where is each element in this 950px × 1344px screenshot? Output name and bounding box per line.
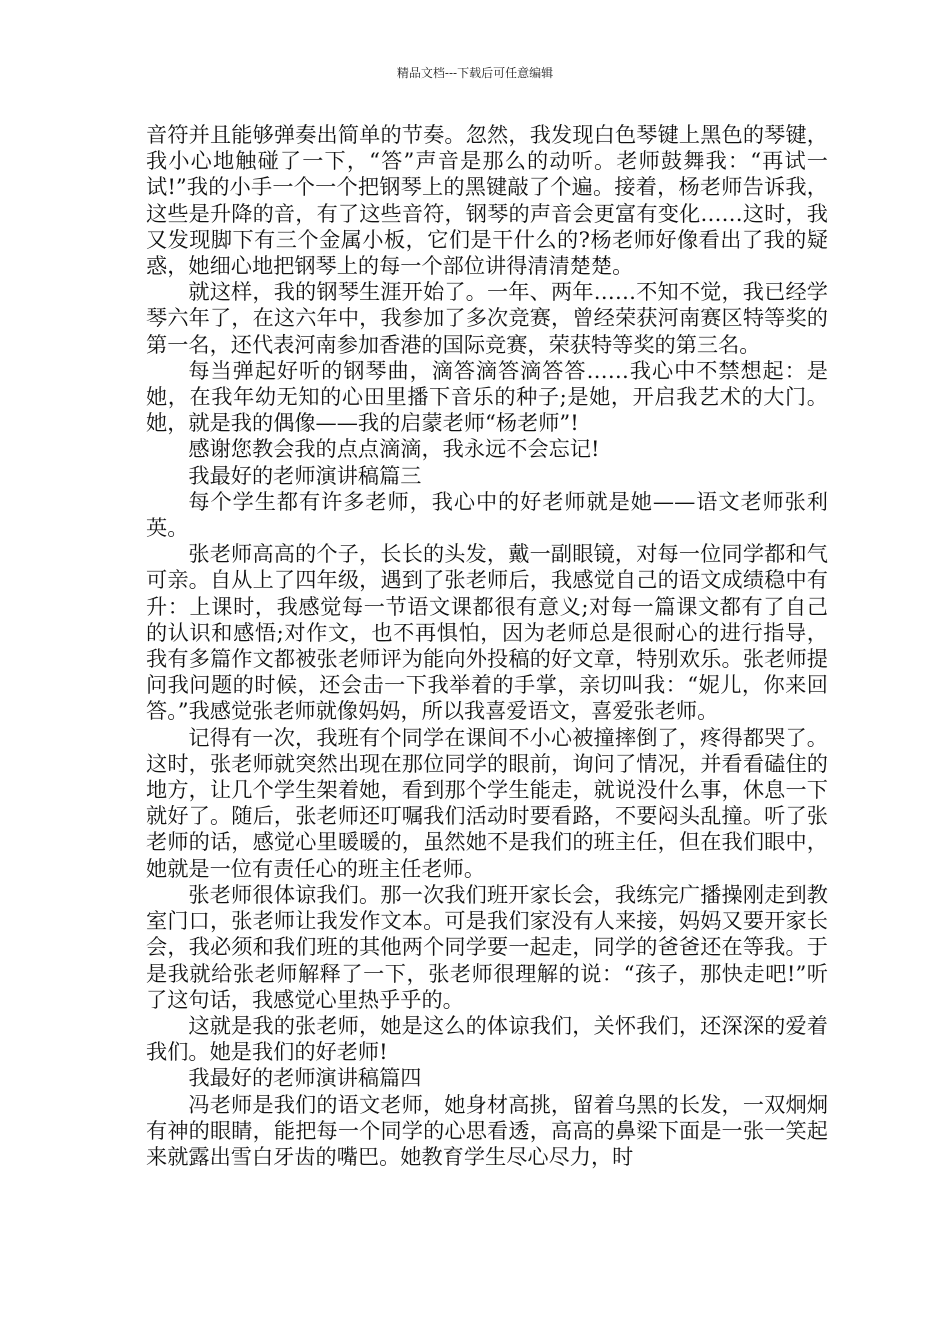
paragraph-9: 这就是我的张老师，她是这么的体谅我们，关怀我们，还深深的爱着我们。她是我们的好老师!: [146, 1012, 828, 1065]
paragraph-2: 就这样，我的钢琴生涯开始了。一年、两年……不知不觉，我已经学琴六年了，在这六年中，我参加了多次竞赛，曾经荣获河南赛区特等奖的第一名，还代表河南参加香港的国际竞赛，荣获特等奖的第三名。: [146, 279, 828, 357]
page-header: 精品文档---下载后可任意编辑: [396, 66, 554, 80]
paragraph-5: 每个学生都有许多老师，我心中的好老师就是她——语文老师张利英。: [146, 488, 828, 541]
paragraph-4: 感谢您教会我的点点滴滴，我永远不会忘记!: [188, 436, 600, 462]
article-body: [146, 122, 828, 1170]
paragraph-3: 每当弹起好听的钢琴曲，滴答滴答滴答答……我心中不禁想起：是她，在我年幼无知的心田里播下音乐的种子;是她，开启我艺术的大门。她，就是我的偶像——我的启蒙老师“杨老师”!: [146, 357, 828, 436]
paragraph-8: 张老师很体谅我们。那一次我们班开家长会，我练完广播操刚走到教室门口，张老师让我发作文本。可是我们家没有人来接，妈妈又要开家长会，我必须和我们班的其他两个同学要一起走，同学的爸爸还在等我。于是我就给张老师解释了一下，张老师很理解的说：“孩子，那快走吧!”听了这句话，我感觉心里热乎乎的。: [146, 881, 828, 1012]
paragraph-1: 音符并且能够弹奏出简单的节奏。忽然，我发现白色琴键上黑色的琴键，我小心地触碰了一下，“答”声音是那么的动听。老师鼓舞我：“再试一试!”我的小手一个一个把钢琴上的黑键敲了个遍。接着，杨老师告诉我，这些是升降的音，有了这些音符，钢琴的声音会更富有变化……这时，我又发现脚下有三个金属小板，它们是干什么的?杨老师好像看出了我的疑惑，她细心地把钢琴上的每一个部位讲得清清楚楚。: [146, 122, 828, 279]
paragraph-7: 记得有一次，我班有个同学在课间不小心被撞摔倒了，疼得都哭了。这时，张老师就突然出现在那位同学的眼前，询问了情况，并看看磕住的地方，让几个学生架着她，看到那个学生能走，就说没什么事，休息一下就好了。随后，张老师还叮嘱我们活动时要看路，不要闷头乱撞。听了张老师的话，感觉心里暖暖的，虽然她不是我们的班主任，但在我们眼中，她就是一位有责任心的班主任老师。: [146, 724, 828, 881]
section-heading-4: 我最好的老师演讲稿篇四: [188, 1065, 422, 1091]
paragraph-10: 冯老师是我们的语文老师，她身材高挑，留着乌黑的长发，一双炯炯有神的眼睛，能把每一个同学的心思看透，高高的鼻梁下面是一张一笑起来就露出雪白牙齿的嘴巴。她教育学生尽心尽力，时: [146, 1091, 828, 1169]
paragraph-6: 张老师高高的个子，长长的头发，戴一副眼镜，对每一位同学都和气可亲。自从上了四年级，遇到了张老师后，我感觉自己的语文成绩稳中有升：上课时，我感觉每一节语文课都很有意义;对每一篇课文都有了自己的认识和感悟;对作文，也不再惧怕，因为老师总是很耐心的进行指导，我有多篇作文都被张老师评为能向外投稿的好文章，特别欢乐。张老师提问我问题的时候，还会击一下我举着的手掌，亲切叫我：“妮儿，你来回答。”我感觉张老师就像妈妈，所以我喜爱语文，喜爱张老师。: [146, 541, 828, 724]
section-heading-3: 我最好的老师演讲稿篇三: [188, 462, 422, 488]
